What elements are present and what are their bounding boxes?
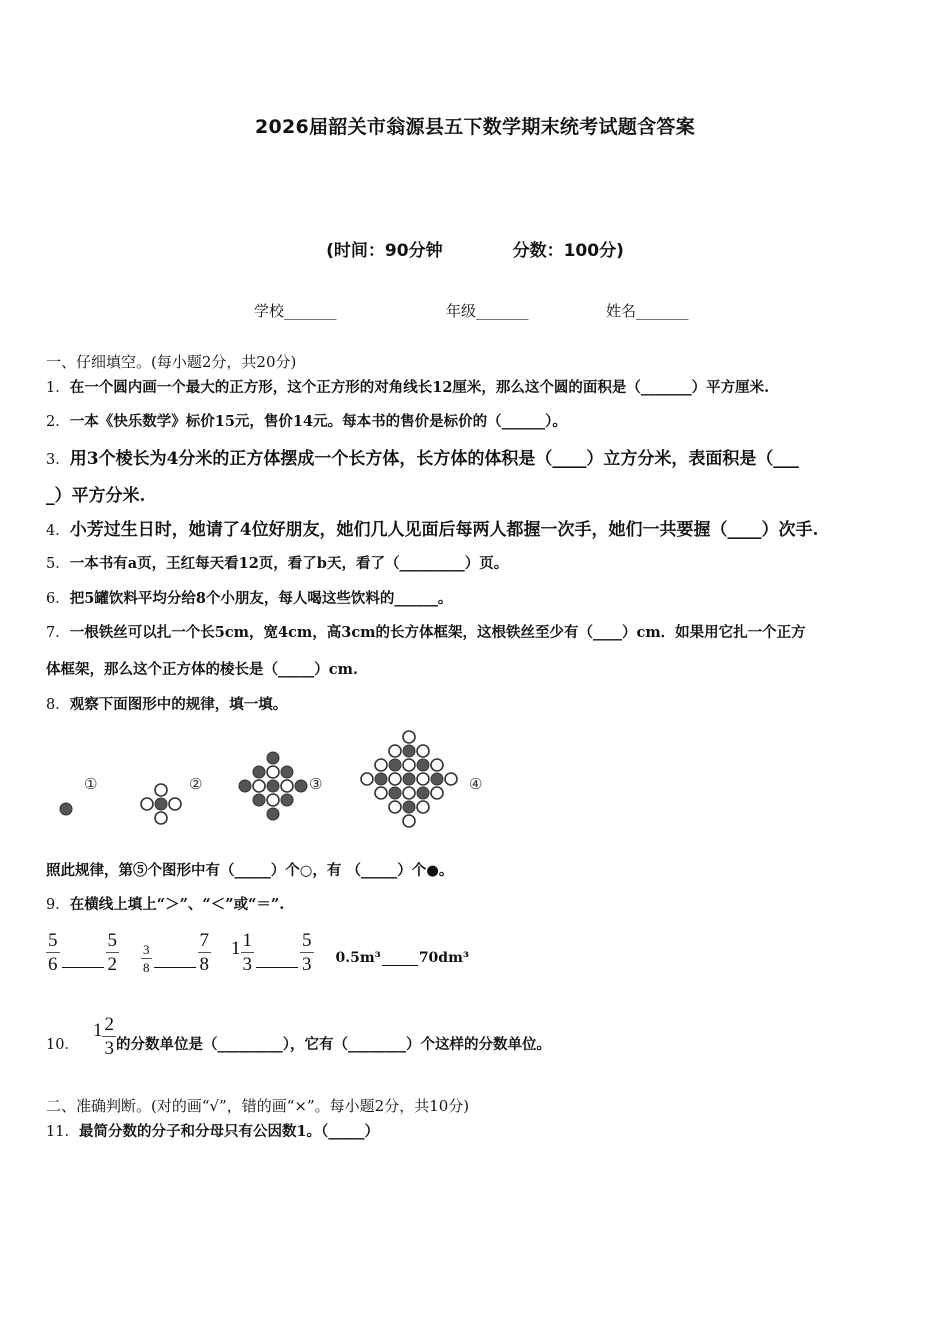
hollow-dot — [431, 787, 443, 799]
question-6 — [46, 587, 452, 608]
fraction: $\frac{5}{2}$ — [107, 930, 117, 975]
comparison-row — [46, 926, 469, 974]
fraction: $\frac{1}{3}$ — [242, 930, 252, 975]
hollow-dot — [155, 784, 167, 796]
hollow-dot — [417, 745, 429, 757]
school-field[interactable]: 学校_______ — [254, 302, 337, 320]
question-text: 观察下面图形中的规律，填一填。 — [69, 696, 288, 713]
question-3 — [46, 444, 799, 469]
hollow-dot — [389, 773, 401, 785]
hollow-dot — [403, 731, 415, 743]
exam-score: 分数：100分) — [512, 241, 624, 261]
hollow-dot — [267, 794, 279, 806]
question-5 — [46, 552, 508, 573]
compare-blank[interactable] — [382, 965, 418, 966]
question-text: 一根铁丝可以扎一个长5cm，宽4cm，高3cm的长方体框架，这根铁丝至少有（____）cm．如果用它扎一个正方 — [69, 624, 806, 641]
filled-dot — [267, 808, 279, 820]
figure-label-2: ② — [189, 775, 203, 793]
fraction: $\frac{7}{8}$ — [199, 930, 209, 975]
hollow-dot — [389, 801, 401, 813]
filled-dot — [417, 787, 429, 799]
fraction: $\frac{5}{6}$ — [48, 930, 58, 975]
fraction: $\frac{2}{3}$ — [104, 1014, 114, 1059]
question-9 — [46, 893, 284, 914]
section-1-heading: 一、仔细填空。(每小题2分，共20分) — [46, 353, 297, 371]
question-number: 3． — [46, 452, 70, 468]
question-number: 5． — [46, 556, 70, 572]
question-8-answer — [46, 859, 453, 880]
filled-dot — [375, 773, 387, 785]
question-11 — [46, 1120, 379, 1141]
question-number: 6． — [46, 591, 70, 607]
filled-dot — [267, 780, 279, 792]
question-number: 1． — [46, 380, 70, 396]
question-text: 用3个棱长为4分米的正方体摆成一个长方体，长方体的体积是（____）立方分米，表面积是（___ — [69, 449, 799, 469]
volume-left: 0.5m³ — [335, 950, 381, 966]
question-4 — [46, 515, 818, 540]
question-text: 小芳过生日时，她请了4位好朋友，她们几人见面后每两人都握一次手，她们一共要握（____）次手. — [69, 520, 819, 540]
filled-dot — [417, 759, 429, 771]
filled-dot — [253, 766, 265, 778]
hollow-dot — [253, 780, 265, 792]
figure-label-3: ③ — [309, 775, 323, 793]
hollow-dot — [403, 787, 415, 799]
hollow-dot — [267, 766, 279, 778]
fraction: $\frac{5}{3}$ — [302, 930, 312, 975]
hollow-dot — [281, 780, 293, 792]
filled-dot — [281, 766, 293, 778]
filled-dot — [253, 794, 265, 806]
question-text: 体框架，那么这个正方体的棱长是（_____）cm. — [46, 661, 358, 678]
filled-dot — [403, 745, 415, 757]
question-text: 照此规律，第⑤个图形中有（_____）个○，有 （_____）个●。 — [46, 862, 454, 879]
question-2 — [46, 410, 567, 431]
compare-blank[interactable] — [62, 967, 104, 968]
hollow-dot — [375, 787, 387, 799]
hollow-dot — [155, 812, 167, 824]
figure-4 — [361, 731, 457, 827]
compare-blank[interactable] — [256, 967, 298, 968]
filled-dot — [239, 780, 251, 792]
filled-dot — [431, 773, 443, 785]
question-text: _）平方分米. — [46, 486, 146, 506]
exam-meta — [0, 236, 950, 261]
question-number: 8． — [46, 697, 70, 713]
hollow-dot — [417, 801, 429, 813]
hollow-dot — [431, 759, 443, 771]
dot-pattern-figure — [0, 720, 950, 835]
filled-dot — [389, 787, 401, 799]
question-7 — [46, 621, 806, 642]
hollow-dot — [361, 773, 373, 785]
question-10 — [46, 1012, 551, 1058]
question-text: 把5罐饮料平均分给8个小朋友，每人喝这些饮料的______。 — [69, 590, 453, 607]
grade-field[interactable]: 年级_______ — [446, 302, 529, 320]
question-number: 7． — [46, 625, 70, 641]
question-text: 一本书有a页，王红每天看12页，看了b天，看了（_________）页。 — [69, 555, 509, 572]
figure-2 — [141, 784, 181, 824]
section-2-heading: 二、准确判断。(对的画“√”，错的画“×”。每小题2分，共10分) — [46, 1097, 470, 1115]
hollow-dot — [445, 773, 457, 785]
filled-dot — [155, 798, 167, 810]
question-text: 在一个圆内画一个最大的正方形，这个正方形的对角线长12厘米，那么这个圆的面积是（_______）平方厘米. — [69, 379, 770, 396]
question-7-continued — [46, 658, 358, 679]
hollow-dot — [389, 745, 401, 757]
question-number: 11． — [46, 1124, 79, 1140]
question-text: 在横线上填上“＞”、“＜”或“＝”. — [69, 896, 285, 913]
question-text: 一本《快乐数学》标价15元，售价14元。每本书的售价是标价的（______）。 — [69, 413, 567, 430]
figure-label-1: ① — [84, 775, 98, 793]
name-field[interactable]: 姓名_______ — [606, 302, 689, 320]
filled-dot — [281, 794, 293, 806]
mixed-whole: 1 — [231, 938, 241, 959]
question-number: 10． — [46, 1037, 79, 1053]
filled-dot — [403, 801, 415, 813]
hollow-dot — [141, 798, 153, 810]
hollow-dot — [417, 773, 429, 785]
filled-dot — [295, 780, 307, 792]
exam-time: (时间：90分钟 — [326, 241, 443, 261]
question-text: 最简分数的分子和分母只有公因数1。（_____） — [78, 1123, 380, 1140]
filled-dot — [60, 803, 72, 815]
figure-3 — [239, 752, 307, 820]
mixed-whole: 1 — [92, 1020, 103, 1041]
question-number: 2． — [46, 414, 70, 430]
question-8 — [46, 693, 287, 714]
filled-dot — [403, 773, 415, 785]
question-number: 9． — [46, 897, 70, 913]
compare-blank[interactable] — [154, 967, 196, 968]
filled-dot — [267, 752, 279, 764]
fraction: $\frac{3}{8}$ — [143, 942, 150, 975]
filled-dot — [389, 759, 401, 771]
figure-label-4: ④ — [469, 775, 483, 793]
page-title: 2026届韶关市翁源县五下数学期末统考试题含答案 — [254, 116, 696, 138]
question-text: 的分数单位是（_________），它有（________）个这样的分数单位。 — [115, 1036, 551, 1053]
question-3-continued — [46, 481, 145, 506]
hollow-dot — [169, 798, 181, 810]
volume-right: 70dm³ — [418, 950, 470, 966]
hollow-dot — [403, 815, 415, 827]
hollow-dot — [375, 759, 387, 771]
question-1 — [46, 376, 769, 397]
question-number: 4． — [46, 523, 70, 539]
hollow-dot — [403, 759, 415, 771]
